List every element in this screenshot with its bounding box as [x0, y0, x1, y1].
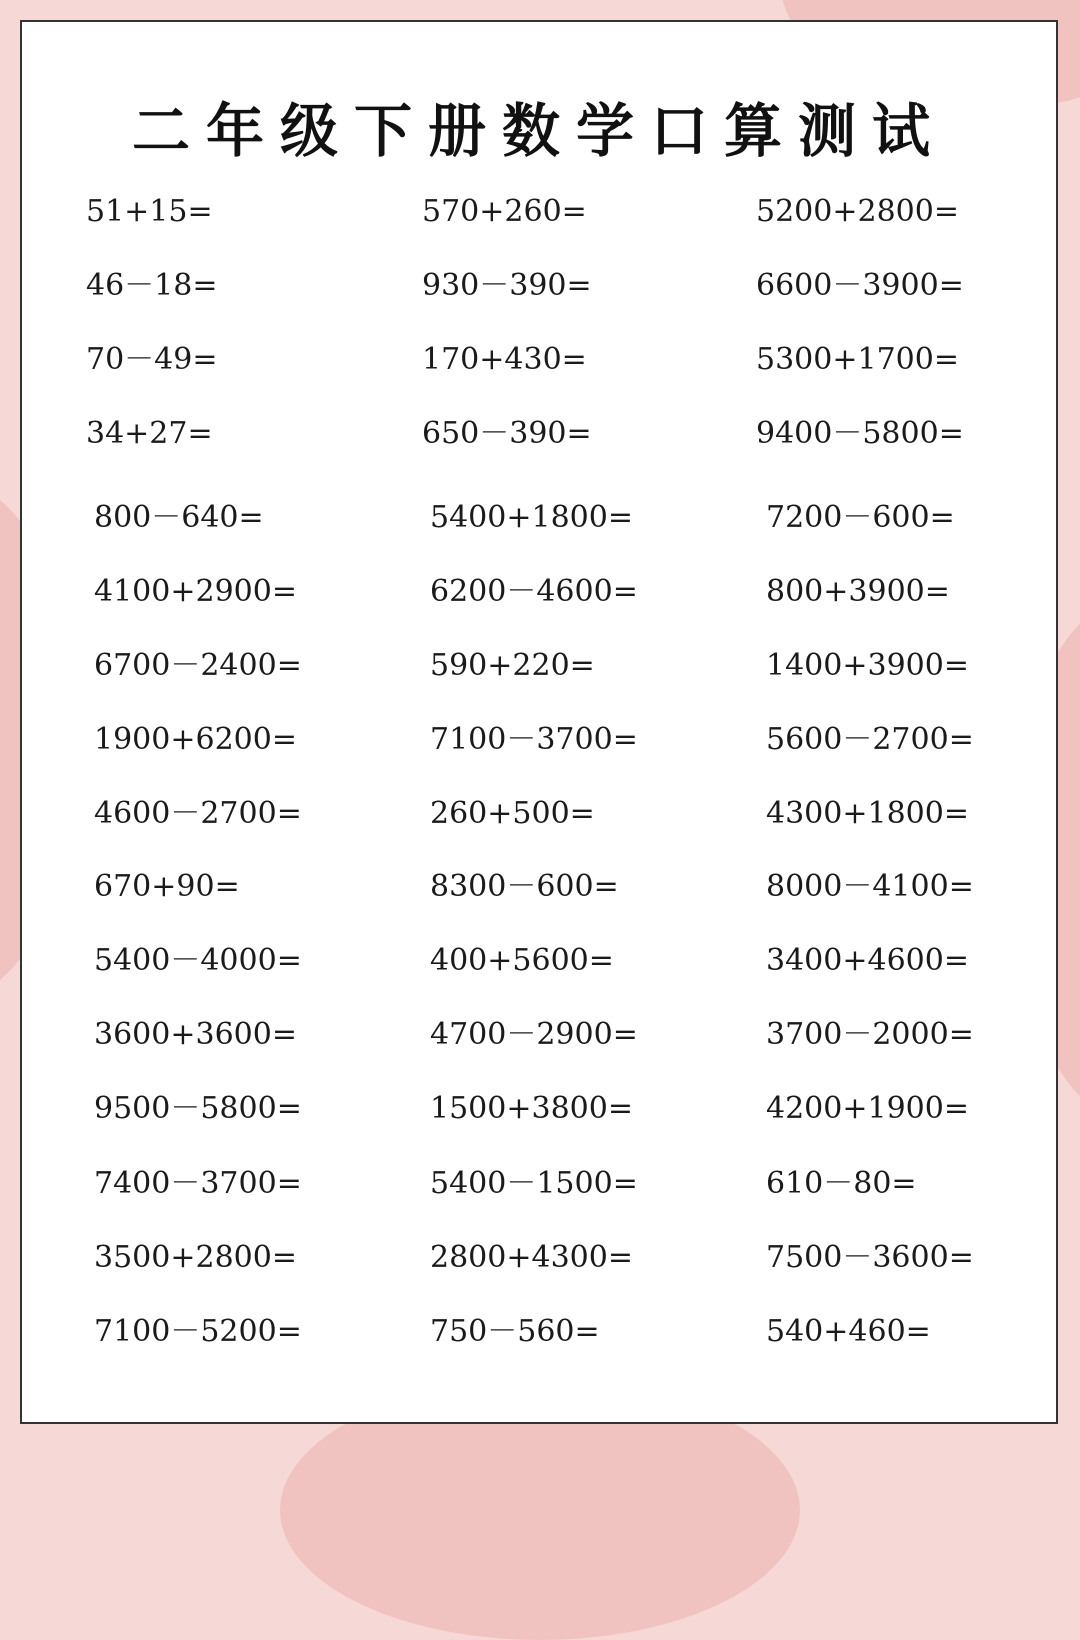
- problem: 7100－5200=: [94, 1314, 302, 1349]
- problem: 3600+3600=: [94, 1017, 297, 1052]
- problem: 9500－5800=: [94, 1091, 302, 1126]
- problem-row: [22, 190, 1056, 234]
- problem: 800+3900=: [766, 574, 950, 609]
- problem: 5400－4000=: [94, 943, 302, 978]
- problem-row: [22, 644, 1056, 688]
- problem: 1900+6200=: [94, 722, 297, 757]
- problem: 4600－2700=: [94, 796, 302, 831]
- problem: 51+15=: [86, 194, 213, 229]
- problem: 570+260=: [422, 194, 587, 229]
- problem-row: [22, 1087, 1056, 1131]
- problem: 4300+1800=: [766, 796, 969, 831]
- problem-row: [22, 1162, 1056, 1206]
- problem: 670+90=: [94, 869, 240, 904]
- problem: 1400+3900=: [766, 648, 969, 683]
- problem: 5200+2800=: [756, 194, 959, 229]
- problem: 650－390=: [422, 416, 592, 451]
- problem: 3700－2000=: [766, 1017, 974, 1052]
- problem: 5400+1800=: [430, 500, 633, 535]
- problem: 7100－3700=: [430, 722, 638, 757]
- problem-row: [22, 792, 1056, 836]
- problem: 6600－3900=: [756, 268, 964, 303]
- problem: 4700－2900=: [430, 1017, 638, 1052]
- worksheet: [20, 20, 1058, 1424]
- problem-row: [22, 412, 1056, 456]
- problem-row: [22, 718, 1056, 762]
- problem: 2800+4300=: [430, 1240, 633, 1275]
- problem-row: [22, 338, 1056, 382]
- problem-row: [22, 264, 1056, 308]
- problem: 5600－2700=: [766, 722, 974, 757]
- problem: 6200－4600=: [430, 574, 638, 609]
- problem-row: [22, 1013, 1056, 1057]
- problem: 610－80=: [766, 1166, 917, 1201]
- problem: 3400+4600=: [766, 943, 969, 978]
- problem: 7400－3700=: [94, 1166, 302, 1201]
- problem: 260+500=: [430, 796, 595, 831]
- worksheet-title: 二年级下册数学口算测试: [131, 97, 946, 165]
- problem: 540+460=: [766, 1314, 931, 1349]
- problem: 46－18=: [86, 268, 218, 303]
- problem-row: [22, 570, 1056, 614]
- problem-row: [22, 1236, 1056, 1280]
- problem-row: [22, 496, 1056, 540]
- problem: 7200－600=: [766, 500, 955, 535]
- problem-row: [22, 865, 1056, 909]
- problem: 5300+1700=: [756, 342, 959, 377]
- problem: 1500+3800=: [430, 1091, 633, 1126]
- problem: 4200+1900=: [766, 1091, 969, 1126]
- problem: 5400－1500=: [430, 1166, 638, 1201]
- problem: 590+220=: [430, 648, 595, 683]
- problem: 170+430=: [422, 342, 587, 377]
- problem: 7500－3600=: [766, 1240, 974, 1275]
- problem-row: [22, 939, 1056, 983]
- problem: 400+5600=: [430, 943, 614, 978]
- problem: 800－640=: [94, 500, 264, 535]
- problem: 8000－4100=: [766, 869, 974, 904]
- problem: 8300－600=: [430, 869, 619, 904]
- problem-row: [22, 1310, 1056, 1354]
- problem-grid: [22, 22, 1056, 1422]
- problem: 4100+2900=: [94, 574, 297, 609]
- problem: 750－560=: [430, 1314, 600, 1349]
- problem: 6700－2400=: [94, 648, 302, 683]
- problem: 3500+2800=: [94, 1240, 297, 1275]
- problem: 9400－5800=: [756, 416, 964, 451]
- problem: 930－390=: [422, 268, 592, 303]
- problem: 34+27=: [86, 416, 213, 451]
- problem: 70－49=: [86, 342, 218, 377]
